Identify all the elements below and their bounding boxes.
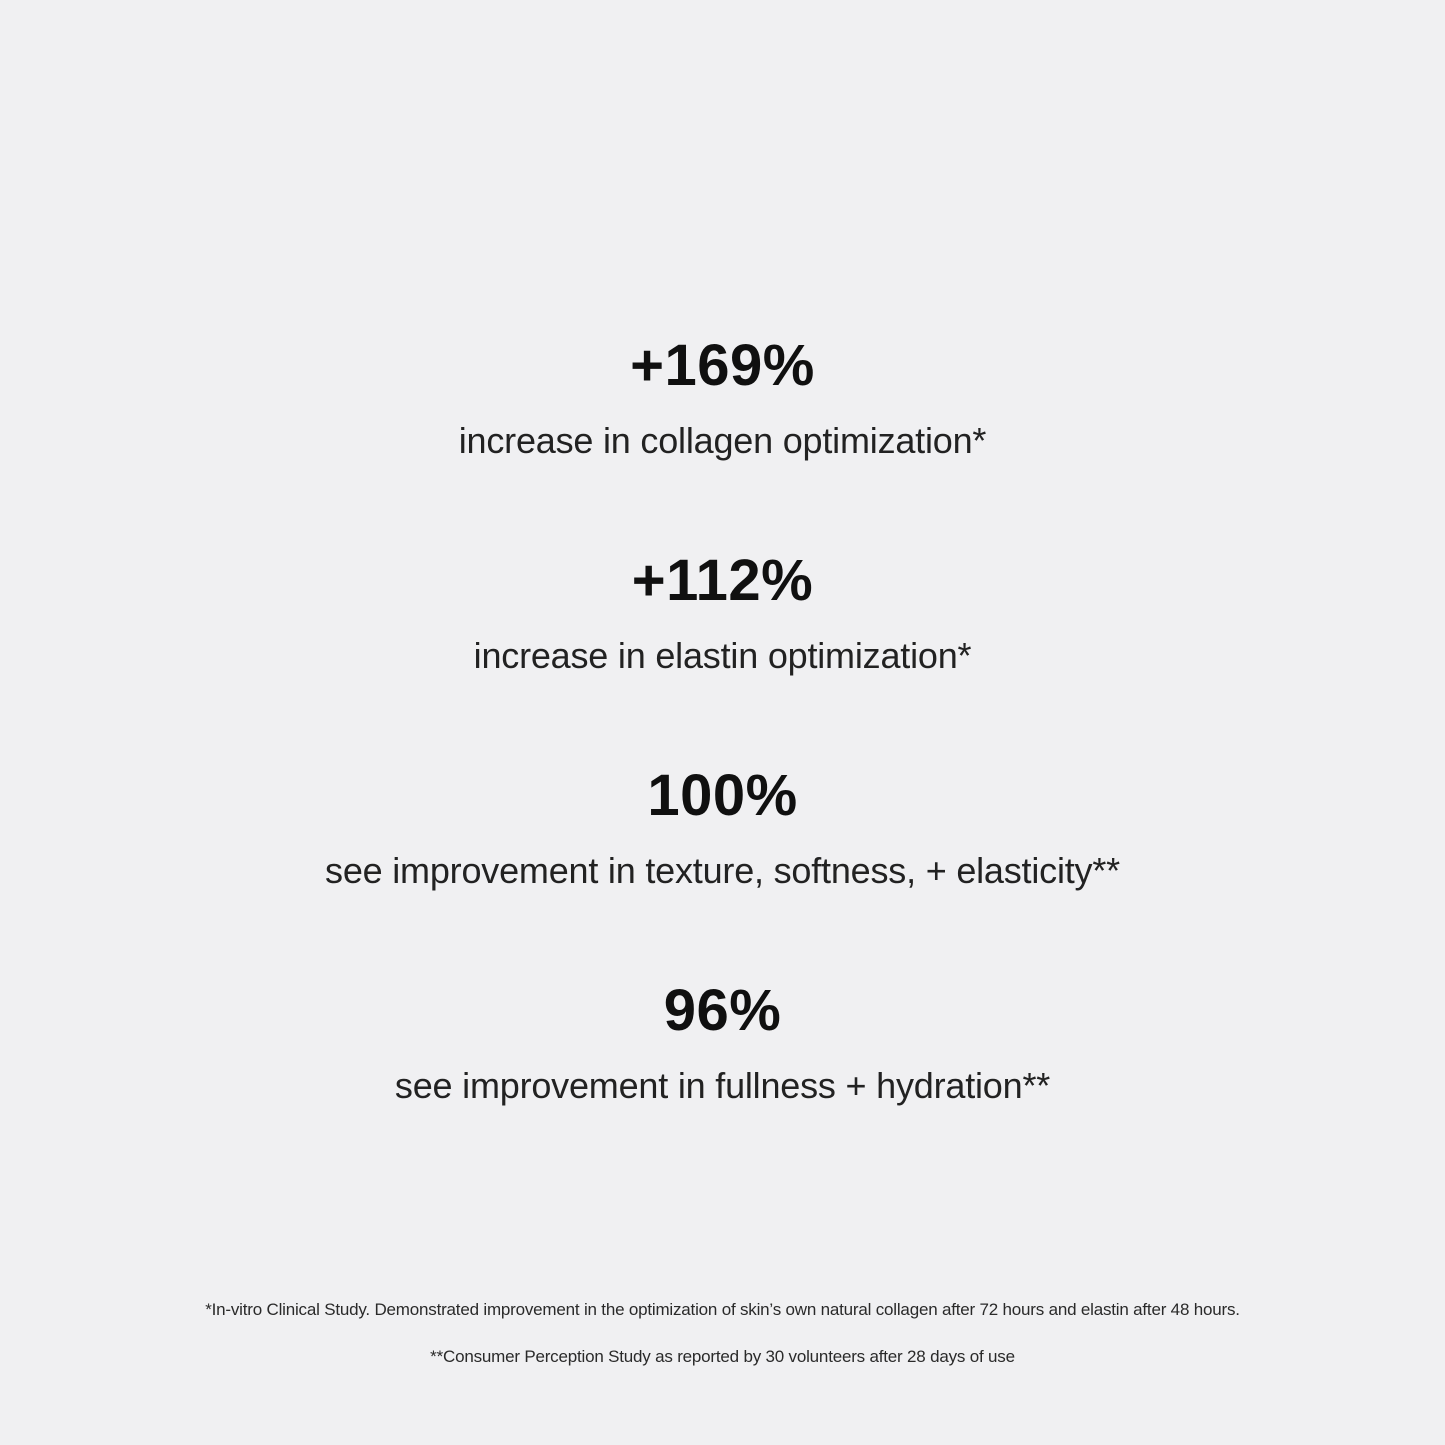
stat-label-fullness: see improvement in fullness + hydration** xyxy=(394,1065,1051,1106)
stat-value-elastin: +112% xyxy=(631,548,814,613)
stat-label-elastin: increase in elastin optimization* xyxy=(473,635,972,676)
stat-block-elastin xyxy=(0,550,1445,678)
footnotes xyxy=(0,1298,1445,1369)
stat-block-fullness xyxy=(0,980,1445,1108)
footnote-clinical-study: *In-vitro Clinical Study. Demonstrated improvement in the optimization of skin’s own natural collagen after 72 hours and elastin after 48 hours. xyxy=(205,1300,1240,1319)
stat-value-collagen: +169% xyxy=(630,333,815,398)
stat-block-texture xyxy=(0,765,1445,893)
stat-block-collagen xyxy=(0,335,1445,463)
stat-value-texture: 100% xyxy=(647,763,798,828)
stat-value-fullness: 96% xyxy=(663,978,782,1043)
footnote-consumer-study: **Consumer Perception Study as reported by 30 volunteers after 28 days of use xyxy=(430,1347,1015,1366)
stat-label-texture: see improvement in texture, softness, + elasticity** xyxy=(325,850,1120,891)
stat-label-collagen: increase in collagen optimization* xyxy=(458,420,987,461)
